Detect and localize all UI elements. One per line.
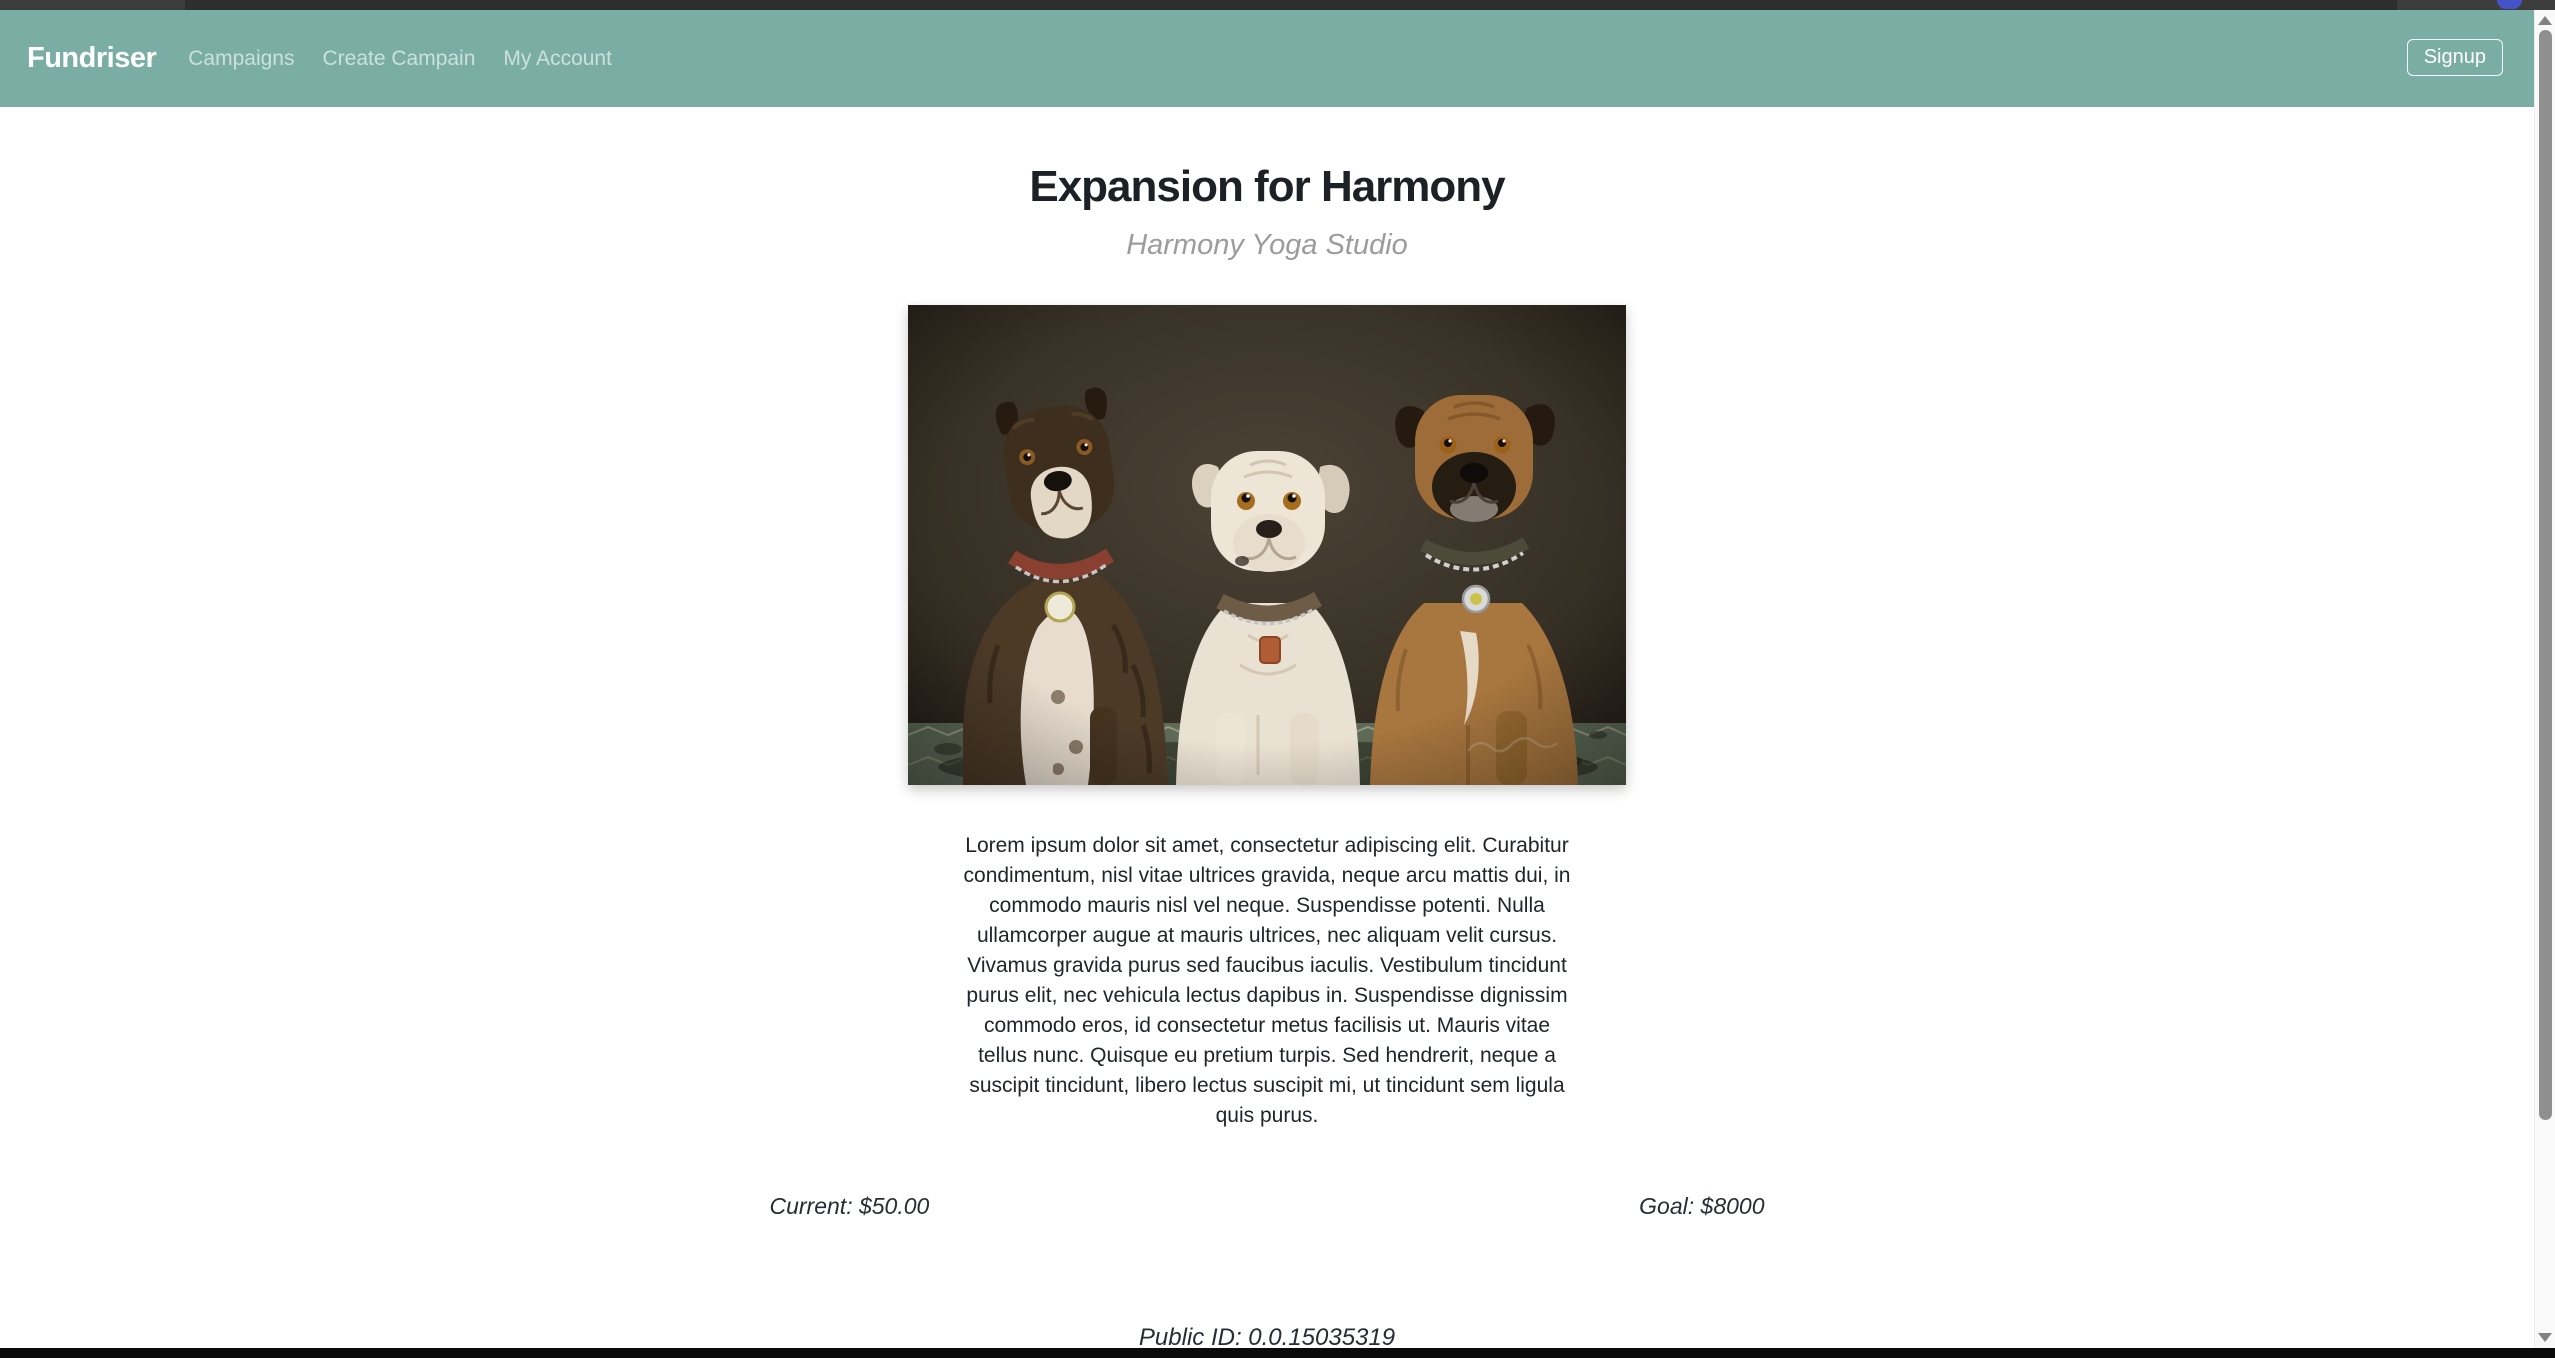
nav-item-campaigns[interactable]: Campaigns	[188, 46, 295, 70]
address-bar-edge	[185, 0, 2397, 10]
screen-bottom-edge	[0, 1348, 2555, 1358]
browser-chrome-edge	[0, 0, 2555, 10]
current-amount: Current: $50.00	[769, 1193, 930, 1219]
scrollbar-down-arrow-icon[interactable]	[2538, 1333, 2552, 1342]
browser-profile-icon	[2497, 0, 2522, 9]
signup-button[interactable]: Signup	[2407, 39, 2503, 76]
scrollbar-thumb[interactable]	[2539, 30, 2552, 1120]
goal-amount: Goal: $8000	[1639, 1193, 1765, 1219]
campaign-photo	[908, 305, 1626, 785]
campaign-page	[0, 107, 2534, 1348]
campaign-owner-subtitle: Harmony Yoga Studio	[1126, 229, 1408, 261]
brand-link[interactable]: Fundriser	[27, 42, 157, 74]
nav-item-create-campaign[interactable]: Create Campain	[322, 46, 476, 70]
public-id: Public ID: 0.0.15035319	[1138, 1324, 1396, 1348]
vertical-scrollbar[interactable]	[2534, 10, 2555, 1348]
navbar	[0, 10, 2534, 107]
page-title: Expansion for Harmony	[1029, 162, 1505, 211]
nav-links	[174, 47, 626, 71]
nav-item-my-account[interactable]: My Account	[503, 46, 612, 70]
campaign-stats	[770, 1193, 1765, 1220]
scrollbar-up-arrow-icon[interactable]	[2538, 16, 2552, 25]
campaign-description: Lorem ipsum dolor sit amet, consectetur adipiscing elit. Curabitur condimentum, nisl vitae ultrices gravida, neque arcu mattis dui, in commodo mauris nisl vel neque. Suspendisse potenti. Nulla ullamcorper augue at mauris ultrices, nec aliquam velit cursus. Vivamus gravida purus sed faucibus iaculis. Vestibulum tincidunt purus elit, nec vehicula lectus dapibus in. Suspendisse dignissim commodo eros, id consectetur metus facilisis ut. Mauris vitae tellus nunc. Quisque eu pretium turpis. Sed hendrerit, neque a suscipit tincidunt, libero lectus suscipit mi, ut tincidunt sem ligula quis purus.	[963, 834, 1571, 1127]
